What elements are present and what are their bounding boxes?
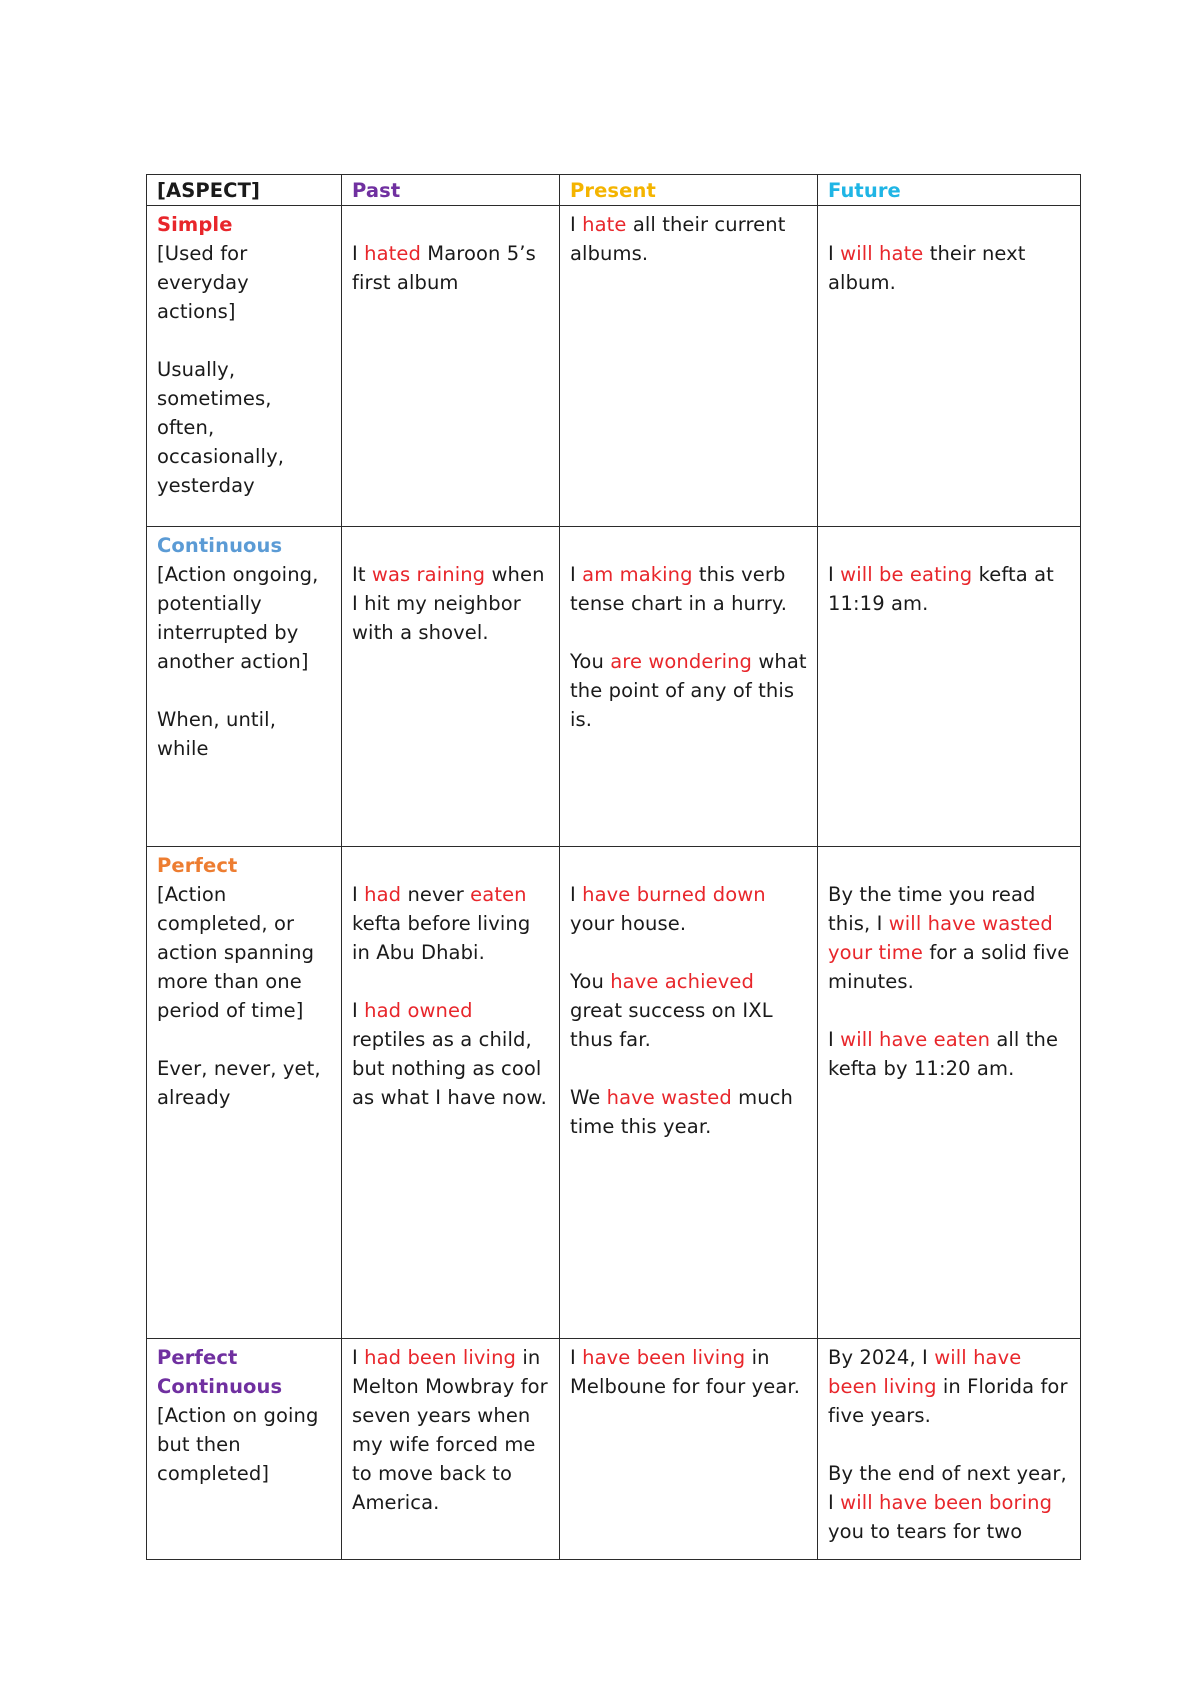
- sentence-text: You: [570, 970, 611, 993]
- sentence: [828, 1025, 1070, 1083]
- verb-highlight: will have eaten: [840, 1028, 991, 1051]
- verb-highlight: have been living: [582, 1346, 746, 1369]
- cell-pc-present: [560, 1339, 818, 1560]
- verb-highlight: are wondering: [610, 650, 753, 673]
- cell-pc-past: [342, 1339, 560, 1560]
- cell-perfect-future: [818, 847, 1081, 1339]
- sentence: [352, 210, 549, 297]
- sentence-text: great success on IXL thus far.: [570, 999, 773, 1051]
- cell-continuous-present: [560, 527, 818, 847]
- row-continuous: [147, 527, 1081, 847]
- sentence-text: your house.: [570, 912, 687, 935]
- verb-highlight: was raining: [371, 563, 486, 586]
- verb-highlight: have achieved: [610, 970, 754, 993]
- sentence-text: I: [352, 883, 365, 906]
- aspect-cell-simple: [147, 206, 342, 527]
- sentence-text: their next album.: [828, 242, 1026, 294]
- aspect-label-simple: Simple: [157, 213, 233, 236]
- verb-highlight: had: [364, 883, 402, 906]
- sentence: [352, 996, 549, 1112]
- verb-highlight: will have been boring: [840, 1491, 1053, 1514]
- sentence-text: kefta before living in Abu Dhabi.: [352, 912, 531, 964]
- header-present: Present: [560, 175, 818, 206]
- sentence: [828, 1459, 1070, 1546]
- cell-continuous-past: [342, 527, 560, 847]
- header-row: [147, 175, 1081, 206]
- verb-highlight: have wasted: [606, 1086, 732, 1109]
- header-past: Past: [342, 175, 560, 206]
- aspect-desc-perfect-continuous: [Action on going but then completed]: [157, 1404, 319, 1485]
- sentence-text: this verb tense chart in a hurry.: [570, 563, 788, 615]
- aspect-keywords-perfect: Ever, never, yet, already: [157, 1057, 321, 1109]
- sentence-text: I: [570, 1346, 583, 1369]
- sentence-text: much time this year.: [570, 1086, 794, 1138]
- sentence-text: I: [570, 883, 583, 906]
- sentence-text: I: [352, 999, 365, 1022]
- sentence: [570, 531, 807, 618]
- sentence-text: I: [828, 563, 841, 586]
- verb-tense-chart: [146, 174, 1081, 1560]
- aspect-desc-continuous: [Action ongoing, potentially interrupted by another action]: [157, 563, 319, 673]
- cell-continuous-future: [818, 527, 1081, 847]
- aspect-desc-perfect: [Action completed, or action spanning more than one period of time]: [157, 883, 315, 1022]
- sentence: [570, 210, 807, 268]
- row-simple: [147, 206, 1081, 527]
- sentence-text: Maroon 5’s first album: [352, 242, 536, 294]
- sentence-text: all the kefta by 11:20 am.: [828, 1028, 1059, 1080]
- cell-simple-future: [818, 206, 1081, 527]
- verb-highlight: will be eating: [840, 563, 973, 586]
- sentence: [828, 851, 1070, 996]
- sentence-text: you to tears for two: [828, 1520, 1023, 1543]
- verb-highlight: will have been living: [828, 1346, 1022, 1398]
- aspect-cell-continuous: [147, 527, 342, 847]
- sentence: [570, 1343, 807, 1401]
- sentence: [352, 531, 549, 647]
- sentence-text: I: [828, 1028, 841, 1051]
- sentence-text: I: [352, 1346, 365, 1369]
- sentence-text: I: [828, 242, 841, 265]
- aspect-keywords-continuous: When, until, while: [157, 708, 276, 760]
- sentence: [570, 851, 807, 938]
- aspect-cell-perfect-continuous: [147, 1339, 342, 1560]
- sentence-text: in Florida for five years.: [828, 1375, 1068, 1427]
- sentence-text: what the point of any of this is.: [570, 650, 807, 731]
- sentence: [828, 531, 1070, 618]
- sentence-text: reptiles as a child, but nothing as cool as what I have now.: [352, 1028, 547, 1109]
- sentence-text: in Melton Mowbray for seven years when my wife forced me to move back to America.: [352, 1346, 548, 1514]
- verb-highlight: had owned: [364, 999, 473, 1022]
- aspect-keywords-simple: Usually, sometimes, often, occasionally, yesterday: [157, 358, 285, 497]
- sentence-text: kefta at 11:19 am.: [828, 563, 1054, 615]
- verb-highlight: had been living: [364, 1346, 517, 1369]
- row-perfect-continuous: [147, 1339, 1081, 1560]
- sentence: [570, 647, 807, 734]
- sentence-text: You: [570, 650, 611, 673]
- sentence-text: By the end of next year, I: [828, 1462, 1067, 1514]
- sentence-text: for a solid five minutes.: [828, 941, 1070, 993]
- sentence-text: when I hit my neighbor with a shovel.: [352, 563, 545, 644]
- sentence: [570, 967, 807, 1054]
- sentence-text: all their current albums.: [570, 213, 786, 265]
- verb-highlight: have burned down: [582, 883, 766, 906]
- sentence: [570, 1083, 807, 1141]
- verb-highlight: will have wasted your time: [828, 912, 1053, 964]
- sentence: [352, 851, 549, 967]
- sentence-text: By the time you read this, I: [828, 883, 1036, 935]
- cell-simple-past: [342, 206, 560, 527]
- sentence-text: I: [352, 242, 365, 265]
- aspect-label-perfect-continuous-2: Continuous: [157, 1375, 283, 1398]
- aspect-cell-perfect: [147, 847, 342, 1339]
- aspect-label-perfect: Perfect: [157, 854, 238, 877]
- cell-pc-future: [818, 1339, 1081, 1560]
- sentence-text: I: [570, 213, 583, 236]
- sentence-text: I: [570, 563, 583, 586]
- sentence-text: It: [352, 563, 372, 586]
- sentence-text: never: [401, 883, 471, 906]
- sentence: [828, 1343, 1070, 1430]
- cell-simple-present: [560, 206, 818, 527]
- verb-highlight: will hate: [840, 242, 924, 265]
- verb-highlight: hated: [364, 242, 421, 265]
- sentence: [352, 1343, 549, 1517]
- aspect-label-continuous: Continuous: [157, 534, 283, 557]
- aspect-desc-simple: [Used for everyday actions]: [157, 242, 249, 323]
- sentence-text: in Melboune for four year.: [570, 1346, 801, 1398]
- header-aspect: [ASPECT]: [147, 175, 342, 206]
- sentence-text: By 2024, I: [828, 1346, 935, 1369]
- cell-perfect-present: [560, 847, 818, 1339]
- row-perfect: [147, 847, 1081, 1339]
- aspect-label-perfect-continuous-1: Perfect: [157, 1346, 238, 1369]
- sentence: [828, 210, 1070, 297]
- verb-highlight: hate: [582, 213, 627, 236]
- verb-highlight: am making: [582, 563, 693, 586]
- verb-highlight: eaten: [470, 883, 527, 906]
- cell-perfect-past: [342, 847, 560, 1339]
- header-future: Future: [818, 175, 1081, 206]
- sentence-text: We: [570, 1086, 607, 1109]
